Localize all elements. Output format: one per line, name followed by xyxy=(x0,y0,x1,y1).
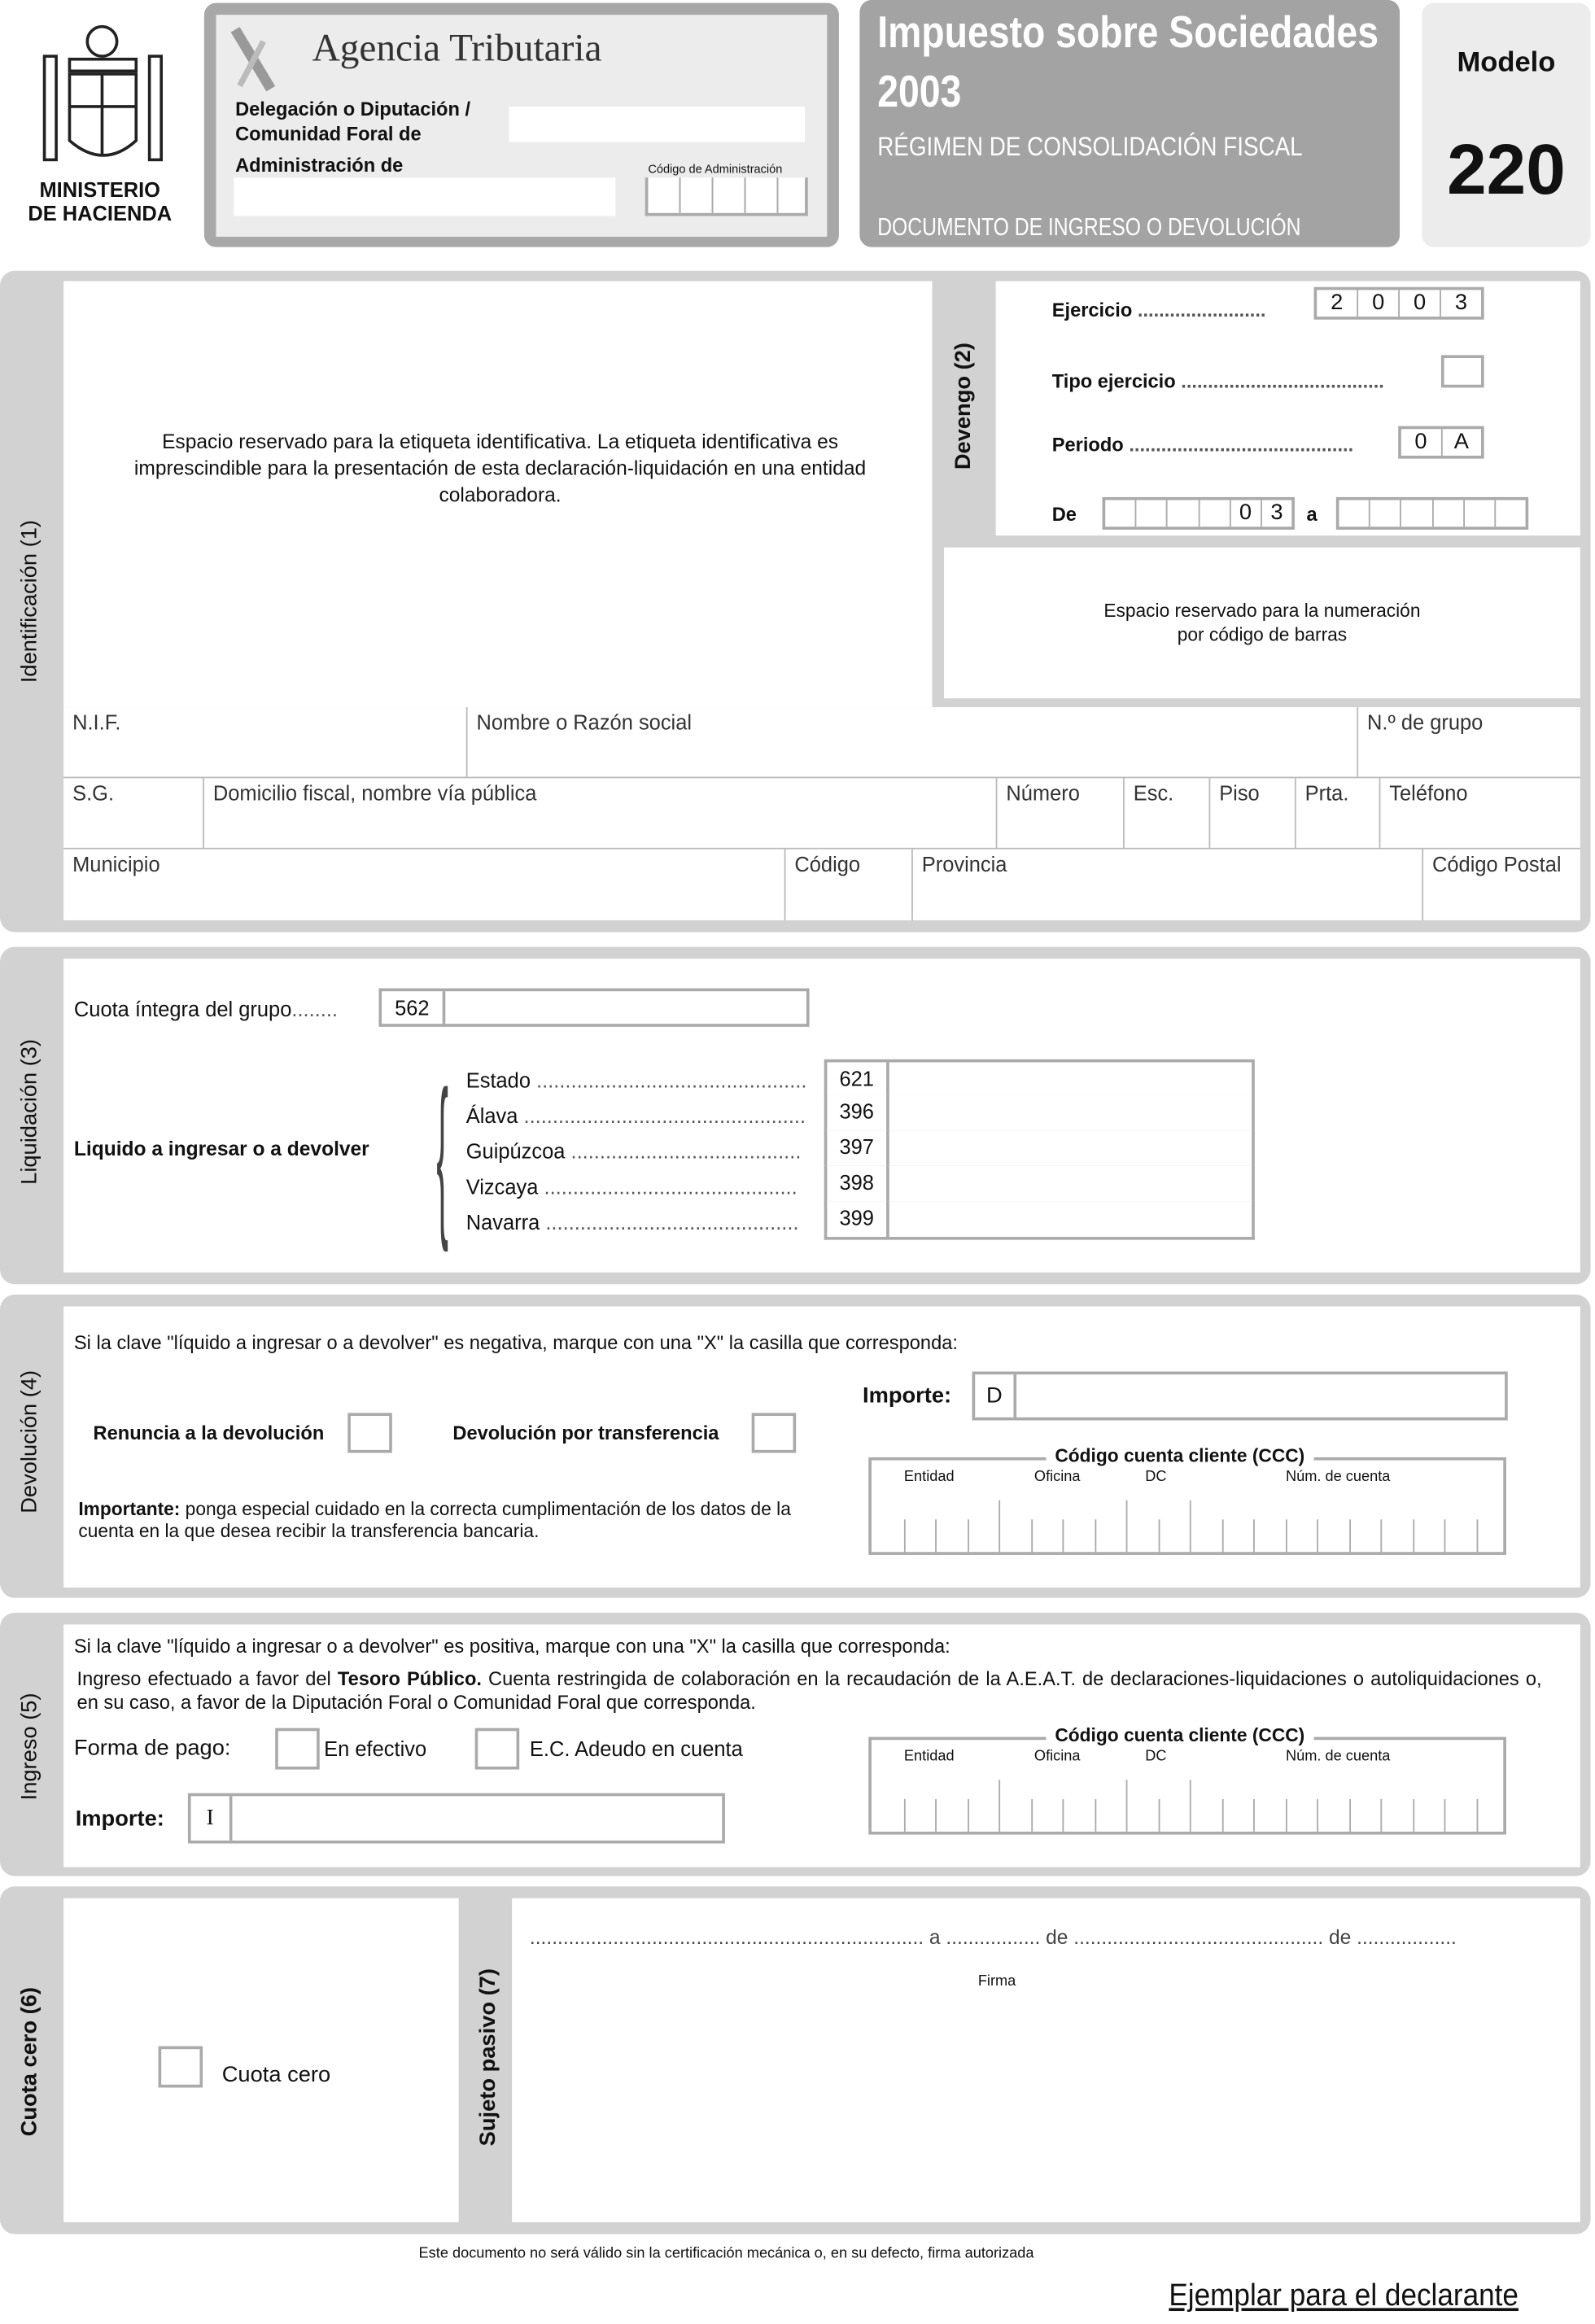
ccc-digit-divider xyxy=(1190,1780,1191,1832)
liquidacion-box xyxy=(63,959,1580,1272)
de-digit xyxy=(1105,500,1136,527)
form-subtitle: RÉGIMEN DE CONSOLIDACIÓN FISCAL xyxy=(877,131,1303,162)
transferencia-label: Devolución por transferencia xyxy=(452,1422,719,1444)
place-date-line[interactable]: ....................................................................... a ................. de ............................................. de .................. xyxy=(529,1926,1457,1949)
administracion-input[interactable] xyxy=(234,177,615,216)
tipo-dots: ...................................... xyxy=(1181,369,1384,392)
cuota-dots: ........ xyxy=(291,997,338,1021)
devolucion-importe-prefix: D xyxy=(975,1374,1016,1418)
liquido-row-input[interactable] xyxy=(824,1201,1255,1239)
cuota-integra-label xyxy=(74,997,338,1020)
sujeto-pasivo-label: Sujeto pasivo (7) xyxy=(475,1968,501,2147)
renuncia-label: Renuncia a la devolución xyxy=(93,1422,325,1444)
devolucion-importe-input[interactable] xyxy=(972,1371,1508,1420)
grupo-field[interactable]: N.º de grupo xyxy=(1358,707,1580,778)
codigo-admin-input[interactable] xyxy=(645,177,808,216)
ccc-digit-divider xyxy=(1253,1799,1255,1832)
codigo-admin-label: Código de Administración xyxy=(648,163,783,177)
codigo-field[interactable]: Código xyxy=(785,850,912,920)
ccc-digit-divider xyxy=(1348,1519,1350,1552)
barcode-text xyxy=(944,599,1580,646)
periodo-input[interactable] xyxy=(1398,426,1484,459)
ccc-digit-divider xyxy=(1095,1519,1096,1552)
cuota-cero-checkbox[interactable] xyxy=(159,2047,203,2088)
de-digit xyxy=(1200,500,1230,527)
ejercicio-digit: 0 xyxy=(1358,290,1400,317)
de-date-input[interactable] xyxy=(1103,497,1295,530)
cuota-cero-label: Cuota cero (6) xyxy=(16,1986,42,2137)
ingreso-importe-label: Importe: xyxy=(75,1806,164,1832)
region-dots: ........................................ xyxy=(570,1139,802,1164)
delegacion-label: Delegación o Diputación / xyxy=(235,98,471,120)
sujeto-pasivo-box[interactable] xyxy=(512,1898,1580,2222)
ingreso-text-2: Cuenta restringida de colaboración en la recaudación de la A.E.A.T. de declaraciones-liquidaciones o autoliquidaciones o, en su caso, a favor de la Diputación Foral o Comunidad Foral que corresponda. xyxy=(76,1667,1542,1714)
ccc-digit-divider xyxy=(1412,1519,1414,1552)
ccc-digit-divider xyxy=(1444,1519,1446,1552)
nombre-field[interactable]: Nombre o Razón social xyxy=(468,707,1359,778)
ccc-digit-divider xyxy=(1221,1799,1223,1832)
importante-text: ponga especial cuidado en la correcta cumplimentación de los datos de la cuenta en la que desea recibir la transferencia bancaria. xyxy=(78,1498,791,1542)
ccc-digit-divider xyxy=(1062,1799,1064,1832)
liquido-row-code: 399 xyxy=(827,1201,889,1237)
region-dots: ............................................ xyxy=(545,1210,799,1234)
region-name: Navarra xyxy=(465,1210,540,1234)
liquido-row-input[interactable] xyxy=(824,1166,1255,1204)
agency-name: Agencia Tributaria xyxy=(312,26,602,70)
liquido-row-input[interactable] xyxy=(824,1059,1255,1098)
codigo-postal-field[interactable]: Código Postal xyxy=(1432,852,1562,876)
ejercicio-input[interactable] xyxy=(1314,287,1484,320)
ccc-digit-divider xyxy=(1412,1799,1414,1832)
modelo-number: 220 xyxy=(1447,131,1566,211)
region-dots: ............................................... xyxy=(536,1068,807,1092)
ccc-digit-divider xyxy=(1348,1799,1350,1832)
ingreso-box xyxy=(63,1624,1580,1867)
ingreso-importe-input[interactable] xyxy=(188,1793,725,1844)
ministry-line-2: DE HACIENDA xyxy=(28,201,173,225)
liquido-row-code: 397 xyxy=(827,1130,889,1166)
ccc-digit-divider xyxy=(967,1519,968,1552)
brace-icon: { xyxy=(436,1055,448,1254)
ministry-name xyxy=(15,177,185,225)
adeudo-checkbox[interactable] xyxy=(475,1728,520,1770)
barcode-area xyxy=(944,548,1580,698)
barcode-text-1: Espacio reservado para la numeración xyxy=(1103,601,1421,622)
telefono-field[interactable]: Teléfono xyxy=(1380,778,1580,849)
footer-note: Este documento no será válido sin la certificación mecánica o, en su defecto, firma autorizada xyxy=(418,2246,1034,2263)
adeudo-label: E.C. Adeudo en cuenta xyxy=(529,1736,743,1761)
etiqueta-area xyxy=(63,281,932,707)
ccc-digit-divider xyxy=(1285,1519,1287,1552)
liquido-row-label xyxy=(466,1139,802,1163)
ccc-digit-divider xyxy=(1317,1519,1318,1552)
esc-field[interactable]: Esc. xyxy=(1125,778,1210,849)
liquido-label: Liquido a ingresar o a devolver xyxy=(73,1138,369,1160)
devolucion-importe-label: Importe: xyxy=(863,1383,952,1409)
ccc-dc-label: DC xyxy=(1145,1469,1167,1486)
ccc-digit-divider xyxy=(1126,1780,1128,1832)
ccc-digit-divider xyxy=(1158,1799,1160,1832)
liquidacion-label: Liquidación (3) xyxy=(16,1038,42,1185)
tipo-text: Tipo ejercicio xyxy=(1051,369,1176,392)
etiqueta-text: Espacio reservado para la etiqueta identificativa. La etiqueta identificativa es imprescindible para la presentación de esta declaración-liquidación en una entidad colaboradora. xyxy=(133,430,867,506)
liquido-row-input[interactable] xyxy=(824,1094,1255,1133)
ccc-oficina-label: Oficina xyxy=(1033,1749,1081,1766)
ccc-digit-divider xyxy=(903,1799,905,1832)
ejercicio-digit: 2 xyxy=(1317,290,1358,317)
ccc-digit-divider xyxy=(1158,1519,1160,1552)
ccc-cuenta-label: Núm. de cuenta xyxy=(1286,1749,1391,1766)
de-digit xyxy=(1137,500,1168,527)
liquido-row-code: 621 xyxy=(827,1062,889,1094)
de-label: De xyxy=(1051,503,1077,526)
comunidad-label: Comunidad Foral de xyxy=(235,122,422,146)
ejercicio-digit: 3 xyxy=(1454,290,1468,316)
efectivo-label: En efectivo xyxy=(324,1736,427,1761)
ccc-oficina-label: Oficina xyxy=(1033,1469,1081,1486)
identification-fields xyxy=(63,707,1580,920)
liquido-row-input[interactable] xyxy=(824,1130,1255,1169)
document-type: DOCUMENTO DE INGRESO O DEVOLUCIÓN xyxy=(877,212,1301,242)
ejercicio-label xyxy=(1052,299,1266,321)
devolucion-intro: Si la clave "líquido a ingresar o a devolver" es negativa, marque con una "X" la casilla que corresponda: xyxy=(73,1331,958,1354)
importante-note xyxy=(78,1499,832,1544)
ccc-digit-divider xyxy=(1444,1799,1446,1832)
ccc-frame[interactable] xyxy=(868,1737,1506,1835)
provincia-field[interactable]: Provincia xyxy=(913,850,1423,920)
liquido-row-code: 396 xyxy=(827,1094,889,1130)
form-year: 2003 xyxy=(877,68,962,117)
piso-field[interactable]: Piso xyxy=(1210,778,1296,849)
cuota-integra-input[interactable] xyxy=(378,989,809,1027)
liquido-row-label xyxy=(466,1210,799,1234)
efectivo-checkbox[interactable] xyxy=(275,1728,320,1770)
region-dots: ................................................. xyxy=(523,1103,806,1128)
ccc-entidad-label: Entidad xyxy=(903,1469,955,1486)
ccc-digit-divider xyxy=(1476,1519,1478,1552)
ccc-digit-divider xyxy=(903,1519,905,1552)
liquido-row-label xyxy=(466,1068,807,1092)
ejercicio-digit: 0 xyxy=(1400,290,1441,317)
copy-label: Ejemplar para el declarante xyxy=(1169,2278,1519,2313)
ingreso-importe-prefix: I xyxy=(191,1796,233,1841)
periodo-digit: A xyxy=(1453,429,1470,455)
devengo-box xyxy=(996,281,1580,535)
modelo-box xyxy=(1422,3,1590,247)
ingreso-text xyxy=(77,1667,1542,1715)
ccc-digit-divider xyxy=(1380,1799,1382,1832)
ccc-title: Código cuenta cliente (CCC) xyxy=(1046,1725,1313,1745)
ccc-entidad-label: Entidad xyxy=(903,1749,955,1766)
ccc-digit-divider xyxy=(999,1501,1000,1553)
liquido-row-label xyxy=(466,1175,798,1199)
numero-field[interactable]: Número xyxy=(997,778,1124,849)
firma-label: Firma xyxy=(977,1973,1016,1990)
a-label: a xyxy=(1306,503,1318,526)
devengo-label: Devengo (2) xyxy=(950,343,977,470)
ccc-frame[interactable] xyxy=(868,1457,1506,1555)
periodo-text: Periodo xyxy=(1051,433,1124,456)
agency-inner xyxy=(216,15,827,237)
modelo-label: Modelo xyxy=(1457,47,1556,79)
de-digit: 3 xyxy=(1270,500,1283,526)
barcode-text-2: por código de barras xyxy=(1177,624,1348,645)
forma-pago-label: Forma de pago: xyxy=(73,1735,231,1761)
ccc-digit-divider xyxy=(1221,1519,1223,1552)
prta-field[interactable]: Prta. xyxy=(1296,778,1381,849)
ccc-digit-divider xyxy=(1030,1519,1032,1552)
ccc-cuenta-label: Núm. de cuenta xyxy=(1286,1469,1391,1486)
transferencia-checkbox[interactable] xyxy=(752,1413,797,1452)
nif-field[interactable]: N.I.F. xyxy=(63,707,467,778)
delegacion-input[interactable] xyxy=(509,107,805,142)
ejercicio-dots: ........................ xyxy=(1137,299,1266,321)
ccc-digit-divider xyxy=(1095,1799,1096,1832)
tesoro-publico: Tesoro Público. xyxy=(337,1667,482,1690)
ingreso-text-1: Ingreso efectuado a favor del xyxy=(76,1667,338,1690)
agency-logo-icon xyxy=(231,27,276,92)
ccc-digit-divider xyxy=(1253,1519,1255,1552)
ccc-title: Código cuenta cliente (CCC) xyxy=(1046,1445,1313,1466)
ccc-dc-label: DC xyxy=(1145,1749,1167,1766)
ccc-digit-divider xyxy=(1062,1519,1064,1552)
ingreso-intro: Si la clave "líquido a ingresar o a devolver" es positiva, marque con una "X" la casilla que corresponda: xyxy=(73,1635,950,1658)
ccc-digit-divider xyxy=(1380,1519,1382,1552)
ccc-digit-divider xyxy=(1190,1501,1191,1553)
liquido-row-label xyxy=(466,1103,806,1127)
region-name: Vizcaya xyxy=(465,1174,539,1199)
coat-of-arms-logo xyxy=(33,15,173,177)
liquido-row-code: 398 xyxy=(827,1166,889,1202)
administracion-label: Administración de xyxy=(235,154,404,177)
ccc-digit-divider xyxy=(1285,1799,1287,1832)
domicilio-field[interactable]: Domicilio fiscal, nombre vía pública xyxy=(204,778,998,849)
ccc-digit-divider xyxy=(999,1780,1000,1832)
tipo-ejercicio-label xyxy=(1052,370,1384,392)
devolucion-box xyxy=(63,1306,1580,1587)
cuota-cero-box xyxy=(63,1898,458,2222)
ccc-digit-divider xyxy=(1030,1799,1032,1832)
ejercicio-text: Ejercicio xyxy=(1051,299,1133,321)
renuncia-checkbox[interactable] xyxy=(347,1413,392,1452)
region-name: Estado xyxy=(465,1068,531,1092)
ccc-digit-divider xyxy=(1126,1501,1128,1553)
title-box xyxy=(859,0,1400,247)
ministry-line-1: MINISTERIO xyxy=(39,177,160,202)
sg-field[interactable]: S.G. xyxy=(63,778,204,849)
ccc-digit-divider xyxy=(1476,1799,1478,1832)
ccc-digit-divider xyxy=(935,1519,937,1552)
ingreso-label: Ingreso (5) xyxy=(16,1693,42,1801)
devolucion-label: Devolución (4) xyxy=(16,1370,42,1514)
region-dots: ............................................ xyxy=(544,1174,798,1199)
ccc-digit-divider xyxy=(935,1799,937,1832)
a-date-input[interactable] xyxy=(1336,497,1528,530)
cuota-text: Cuota íntegra del grupo xyxy=(73,997,292,1021)
de-digit: 0 xyxy=(1230,500,1261,527)
periodo-digit: 0 xyxy=(1401,429,1442,456)
ccc-digit-divider xyxy=(967,1799,968,1832)
municipio-field[interactable]: Municipio xyxy=(63,850,785,920)
tipo-ejercicio-input[interactable] xyxy=(1441,355,1484,387)
periodo-label xyxy=(1052,434,1353,456)
de-digit xyxy=(1168,500,1199,527)
periodo-dots: .......................................... xyxy=(1129,433,1354,456)
cuota-code: 562 xyxy=(382,991,445,1024)
ccc-digit-divider xyxy=(1317,1799,1318,1832)
cuota-cero-checkbox-label: Cuota cero xyxy=(221,2062,331,2088)
region-name: Álava xyxy=(465,1103,518,1128)
identificacion-label: Identificación (1) xyxy=(16,520,42,684)
agency-box xyxy=(204,3,839,247)
form-title: Impuesto sobre Sociedades xyxy=(877,8,1379,58)
region-name: Guipúzcoa xyxy=(465,1139,566,1164)
importante-bold: Importante: xyxy=(78,1498,181,1520)
